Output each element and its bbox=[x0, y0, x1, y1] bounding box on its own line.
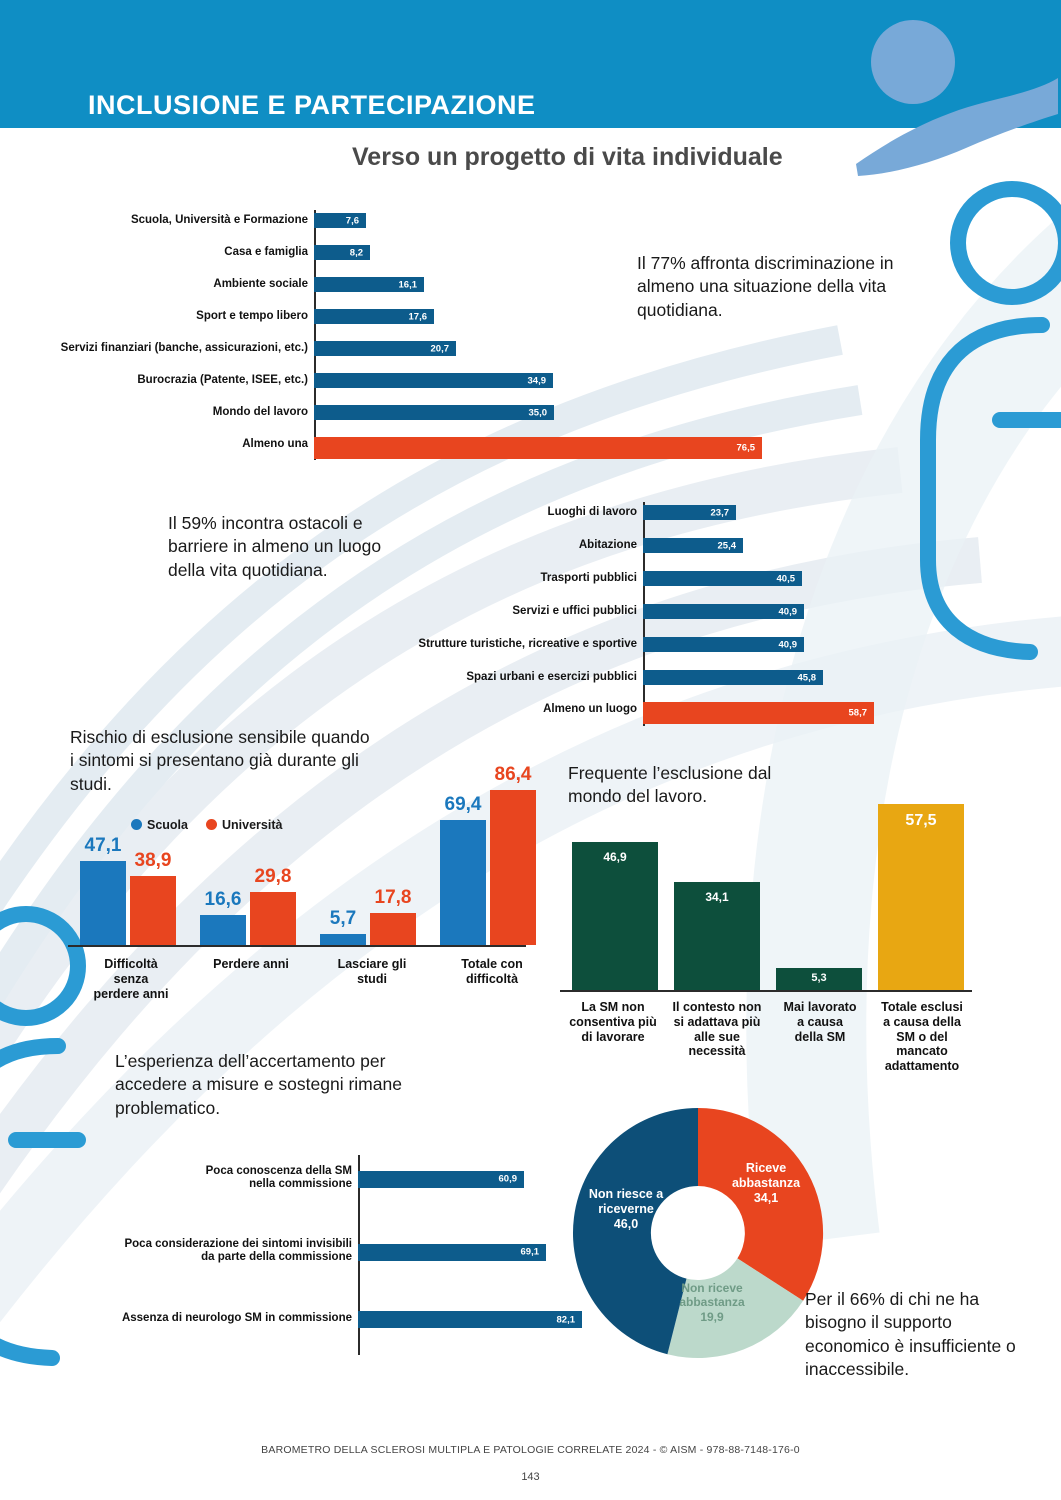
label-line: adattamento bbox=[884, 1059, 960, 1073]
label-line: perdere anni bbox=[93, 986, 169, 1001]
pie-slice-label-non-riesce bbox=[570, 1187, 682, 1232]
bar-value: 47,1 bbox=[84, 835, 122, 856]
bar-category-label: Almeno una bbox=[242, 437, 308, 450]
legend-label: Scuola bbox=[147, 818, 188, 832]
bar-category-label: Burocrazia (Patente, ISEE, etc.) bbox=[137, 373, 308, 386]
slice-label: Non riceve abbastanza bbox=[679, 1281, 745, 1310]
label-line: difficoltà bbox=[465, 971, 519, 986]
bar-category-label bbox=[190, 957, 312, 972]
bar bbox=[80, 835, 126, 945]
bar-category-label: Mondo del lavoro bbox=[212, 405, 308, 418]
bar-value: 16,1 bbox=[398, 279, 417, 290]
bar-category-label bbox=[60, 1312, 352, 1325]
bar-row-highlight bbox=[380, 702, 1020, 717]
note-work: Frequente l’esclusione dal mondo del lavoro. bbox=[568, 763, 772, 807]
note-support: Per il 66% di chi ne ha bisogno il supporto economico è insufficiente o inaccessibile. bbox=[805, 1289, 1016, 1379]
bar-group bbox=[572, 790, 658, 990]
bar bbox=[490, 764, 536, 945]
bar bbox=[250, 866, 296, 945]
bar-group bbox=[674, 790, 760, 990]
bar-category-label bbox=[68, 957, 194, 1001]
bar-category-label bbox=[312, 957, 432, 987]
label-line: Poca considerazione dei sintomi invisibili bbox=[124, 1238, 352, 1250]
bar-value: 58,7 bbox=[848, 707, 867, 719]
bar bbox=[130, 850, 176, 945]
bar-category-label: Abitazione bbox=[578, 538, 637, 551]
label-line: nella commissione bbox=[249, 1178, 352, 1191]
bar-category-label: Servizi e uffici pubblici bbox=[512, 604, 637, 617]
bar-value: 8,2 bbox=[349, 247, 363, 258]
label-line: senza bbox=[113, 971, 149, 986]
label-line: a causa della bbox=[883, 1014, 961, 1029]
bar bbox=[776, 968, 862, 990]
bar-value: 23,7 bbox=[710, 507, 729, 518]
bar-row bbox=[40, 405, 780, 420]
bar-group bbox=[76, 755, 186, 945]
note-discrimination: Il 77% affronta discriminazione in almeno una situazione della vita quotidiana. bbox=[637, 253, 894, 320]
bar bbox=[314, 245, 370, 260]
bar bbox=[370, 887, 416, 945]
bar-category-label: Strutture turistiche, ricreative e sportive bbox=[418, 637, 637, 650]
bar-value: 40,9 bbox=[778, 639, 797, 650]
work-chart bbox=[560, 790, 980, 1080]
bar-category-label bbox=[866, 1000, 978, 1074]
bar bbox=[358, 1171, 524, 1188]
bar-category-label: Spazi urbani e esercizi pubblici bbox=[466, 670, 637, 683]
bar-category-label bbox=[556, 1000, 670, 1044]
barriers-chart bbox=[380, 500, 1020, 730]
bar-value: 17,6 bbox=[408, 311, 427, 322]
bar bbox=[643, 538, 743, 553]
label-line: Poca conoscenza della SM bbox=[205, 1165, 352, 1177]
bar bbox=[358, 1311, 582, 1328]
support-donut bbox=[568, 1103, 828, 1363]
bar-row bbox=[40, 213, 780, 228]
label-line: Mai lavorato bbox=[783, 1000, 857, 1014]
label-line: Il contesto non bbox=[672, 1000, 762, 1014]
bar bbox=[314, 373, 553, 388]
bar-value: 86,4 bbox=[494, 764, 532, 785]
note-studies: Rischio di esclusione sensibile quando i sintomi si presentano già durante gli studi. bbox=[70, 727, 370, 794]
label-line: Perdere anni bbox=[213, 957, 289, 971]
slice-label: Non riesce a riceverne bbox=[588, 1187, 664, 1216]
bar-row bbox=[60, 1165, 620, 1191]
page-number: 143 bbox=[521, 1471, 540, 1483]
label-line: alle sue bbox=[694, 1029, 740, 1044]
bar bbox=[572, 842, 658, 990]
bar bbox=[878, 804, 964, 990]
label-line: a causa bbox=[797, 1014, 843, 1029]
bar bbox=[643, 637, 804, 652]
page-subtitle: Verso un progetto di vita individuale bbox=[352, 143, 783, 171]
legend-label: Università bbox=[222, 818, 283, 832]
bar-value: 34,1 bbox=[705, 890, 729, 904]
bar bbox=[314, 405, 554, 420]
bar-value: 46,9 bbox=[603, 850, 627, 864]
studies-chart bbox=[68, 755, 538, 1015]
bar bbox=[440, 794, 486, 945]
footer-credit: BAROMETRO DELLA SCLEROSI MULTIPLA E PATOLOGIE CORRELATE 2024 - © AISM - 978-88-7148-176-0 bbox=[261, 1444, 800, 1456]
label-line: SM o del bbox=[896, 1029, 948, 1044]
bar-value: 45,8 bbox=[797, 672, 816, 683]
bar bbox=[314, 277, 424, 292]
page-title: INCLUSIONE E PARTECIPAZIONE bbox=[88, 90, 536, 120]
bar-row bbox=[380, 571, 1020, 586]
bar-value: 69,1 bbox=[520, 1246, 539, 1258]
bar-value: 29,8 bbox=[254, 866, 292, 887]
bar-row bbox=[380, 604, 1020, 619]
slice-value: 19,9 bbox=[700, 1309, 724, 1324]
bar-value: 38,9 bbox=[134, 850, 172, 871]
bar bbox=[314, 309, 434, 324]
bar-group bbox=[776, 790, 862, 990]
bar-value: 20,7 bbox=[430, 343, 449, 354]
bar bbox=[674, 882, 760, 990]
label-line: La SM non bbox=[581, 1000, 645, 1014]
bar-group bbox=[196, 755, 306, 945]
bar bbox=[643, 702, 874, 724]
bar-value: 40,9 bbox=[778, 606, 797, 617]
bar-group bbox=[878, 790, 964, 990]
pie-slice-label-non-riceve bbox=[660, 1281, 764, 1324]
bar-category-label bbox=[432, 957, 552, 987]
label-line: studi bbox=[357, 971, 387, 986]
label-line: della SM bbox=[794, 1029, 846, 1044]
label-line: di lavorare bbox=[581, 1029, 645, 1044]
bar-category-label bbox=[766, 1000, 874, 1044]
bar bbox=[643, 670, 823, 685]
bar-category-label bbox=[60, 1165, 352, 1191]
bar-row bbox=[380, 637, 1020, 652]
bar-value: 76,5 bbox=[736, 442, 755, 454]
bar bbox=[314, 341, 456, 356]
label-line: si adattava più bbox=[673, 1014, 761, 1029]
bar-category-label: Luoghi di lavoro bbox=[547, 505, 637, 518]
bar-category-label: Casa e famiglia bbox=[224, 245, 308, 258]
bar bbox=[643, 505, 736, 520]
bar-value: 17,8 bbox=[374, 887, 412, 908]
label-line: Totale con bbox=[461, 957, 523, 971]
bar-value: 69,4 bbox=[444, 794, 482, 815]
bar-category-label bbox=[60, 1238, 352, 1264]
note-barriers: Il 59% incontra ostacoli e barriere in almeno un luogo della vita quotidiana. bbox=[168, 513, 382, 580]
note-assessment: L’esperienza dell’accertamento per accedere a misure e sostegni rimane problematico. bbox=[115, 1051, 402, 1118]
bar bbox=[200, 889, 246, 945]
bar-value: 40,5 bbox=[776, 573, 795, 584]
bar bbox=[314, 437, 762, 459]
pie-slice-label-riceve bbox=[716, 1161, 816, 1206]
bar-row bbox=[40, 341, 780, 356]
bar-category-label: Sport e tempo libero bbox=[196, 309, 308, 322]
bar bbox=[643, 604, 804, 619]
discrimination-chart bbox=[40, 205, 780, 460]
slice-value: 46,0 bbox=[613, 1217, 639, 1231]
bar-row bbox=[380, 505, 1020, 520]
label-line: necessità bbox=[688, 1044, 746, 1059]
slice-value: 34,1 bbox=[753, 1191, 779, 1205]
bar-category-label: Almeno un luogo bbox=[543, 702, 637, 715]
label-line: da parte della commissione bbox=[201, 1251, 352, 1264]
bar bbox=[320, 908, 366, 945]
chart-axis bbox=[68, 945, 526, 947]
label-line: mancato bbox=[896, 1044, 948, 1059]
bar bbox=[643, 571, 802, 586]
bar-value: 35,0 bbox=[528, 407, 547, 418]
bar bbox=[358, 1244, 546, 1261]
assessment-chart bbox=[60, 1155, 620, 1365]
bar-row bbox=[60, 1238, 620, 1264]
bar-group bbox=[316, 755, 426, 945]
label-line: Assenza di neurologo SM in commissione bbox=[121, 1311, 352, 1324]
bar-value: 34,9 bbox=[527, 375, 546, 386]
bar-category-label: Servizi finanziari (banche, assicurazioni, etc.) bbox=[60, 341, 308, 354]
bar-row bbox=[380, 538, 1020, 553]
label-line: Totale esclusi bbox=[881, 1000, 963, 1014]
label-line: Difficoltà bbox=[104, 957, 158, 971]
bar-row-highlight bbox=[40, 437, 780, 452]
slice-label: Riceve abbastanza bbox=[731, 1161, 801, 1190]
bar-group bbox=[436, 755, 546, 945]
bar-category-label: Trasporti pubblici bbox=[540, 571, 637, 584]
label-line: Lasciare gli bbox=[337, 957, 407, 971]
bar bbox=[314, 213, 366, 228]
chart-axis bbox=[560, 990, 972, 992]
bar-value: 57,5 bbox=[905, 812, 937, 829]
brush-stroke-decoration bbox=[846, 18, 1061, 178]
bar-row bbox=[40, 373, 780, 388]
bar-row bbox=[60, 1311, 620, 1326]
label-line: consentiva più bbox=[569, 1014, 657, 1029]
bar-value: 60,9 bbox=[498, 1173, 517, 1185]
bar-category-label bbox=[660, 1000, 774, 1059]
bar-value: 7,6 bbox=[345, 215, 359, 226]
bar-value: 5,7 bbox=[329, 908, 357, 929]
bar-value: 5,3 bbox=[811, 972, 827, 984]
bar-value: 25,4 bbox=[717, 540, 736, 551]
bar-value: 16,6 bbox=[204, 889, 242, 910]
bar-row bbox=[380, 670, 1020, 685]
bar-category-label: Scuola, Università e Formazione bbox=[130, 213, 308, 226]
bar-value: 82,1 bbox=[556, 1314, 575, 1325]
bar-category-label: Ambiente sociale bbox=[213, 277, 308, 290]
